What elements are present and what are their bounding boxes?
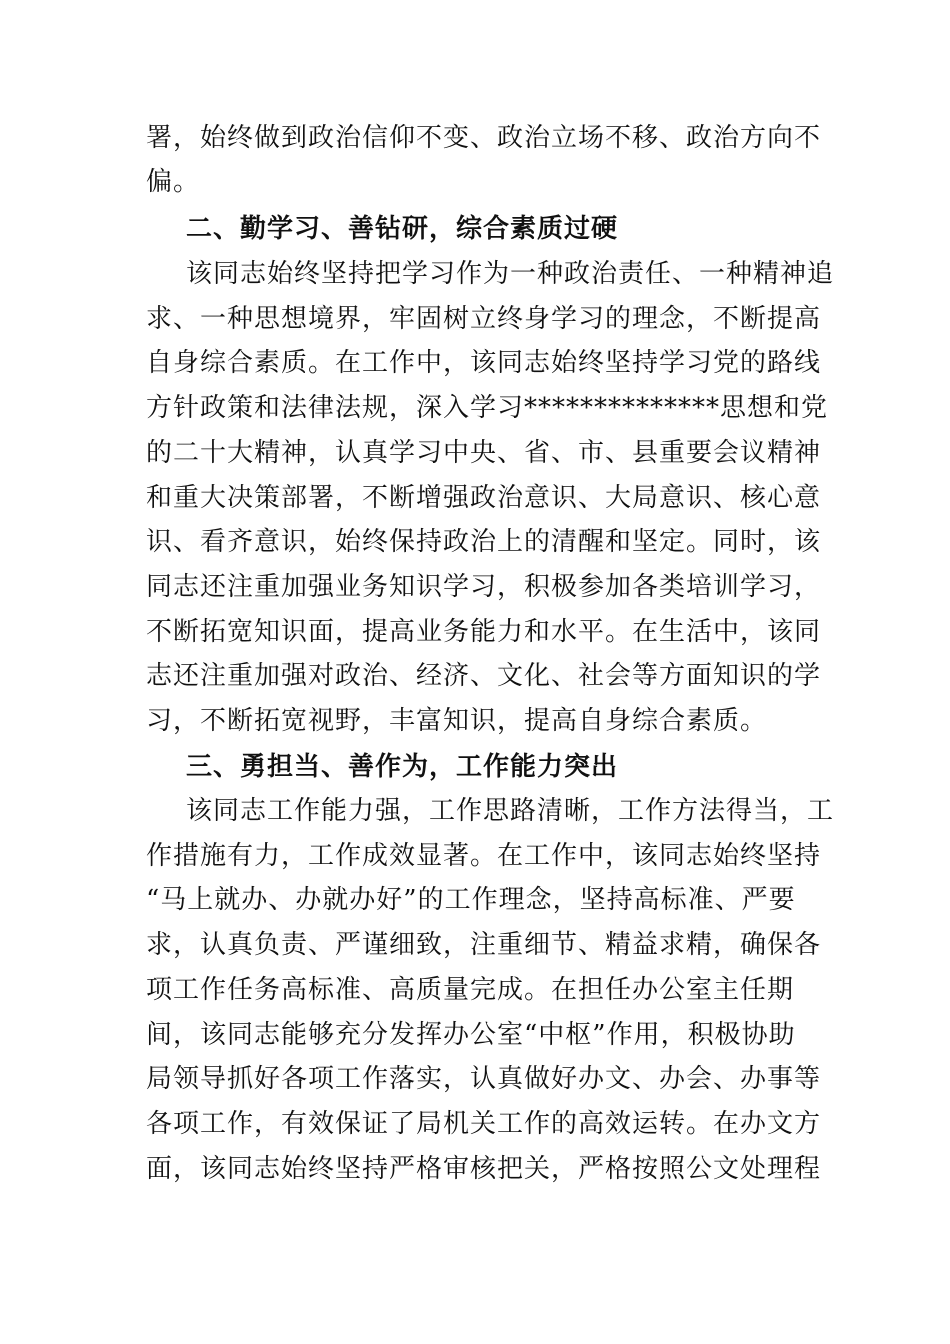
body-line: 同志还注重加强业务知识学习，积极参加各类培训学习， (146, 572, 822, 602)
body-line: 该同志工作能力强，工作思路清晰，工作方法得当，工 (186, 796, 835, 826)
body-line: 面，该同志始终坚持严格审核把关，严格按照公文处理程 (146, 1154, 822, 1184)
body-line: 间，该同志能够充分发挥办公室“中枢”作用，积极协助 (146, 1020, 796, 1050)
body-line: 署，始终做到政治信仰不变、政治立场不移、政治方向不 (146, 123, 822, 153)
body-line: 志还注重加强对政治、经济、文化、社会等方面知识的学 (146, 661, 822, 691)
body-line: 方针政策和法律法规，深入学习**************思想和党 (146, 393, 829, 423)
body-line: 项工作任务高标准、高质量完成。在担任办公室主任期 (146, 975, 795, 1005)
section-heading: 三、勇担当、善作为，工作能力突出 (186, 752, 619, 782)
section-heading: 二、勤学习、善钻研，综合素质过硬 (186, 214, 619, 244)
body-line: 习，不断拓宽视野，丰富知识，提高自身综合素质。 (146, 706, 768, 736)
body-line: 不断拓宽知识面，提高业务能力和水平。在生活中，该同 (146, 617, 822, 647)
body-line: 自身综合素质。在工作中，该同志始终坚持学习党的路线 (146, 348, 822, 378)
body-line: 求，认真负责、严谨细致，注重细节、精益求精，确保各 (146, 930, 822, 960)
body-line: 各项工作，有效保证了局机关工作的高效运转。在办文方 (146, 1109, 822, 1139)
body-line: 局领导抓好各项工作落实，认真做好办文、办会、办事等 (146, 1064, 822, 1094)
body-line: 的二十大精神，认真学习中央、省、市、县重要会议精神 (146, 438, 822, 468)
body-line: 作措施有力，工作成效显著。在工作中，该同志始终坚持 (146, 841, 822, 871)
body-line: 识、看齐意识，始终保持政治上的清醒和坚定。同时，该 (146, 527, 822, 557)
body-line: 和重大决策部署，不断增强政治意识、大局意识、核心意 (146, 483, 822, 513)
body-line: “马上就办、办就办好”的工作理念，坚持高标准、严要 (146, 885, 796, 915)
body-line: 偏。 (146, 167, 201, 197)
body-line: 该同志始终坚持把学习作为一种政治责任、一种精神追 (186, 259, 835, 289)
body-line: 求、一种思想境界，牢固树立终身学习的理念，不断提高 (146, 304, 822, 334)
